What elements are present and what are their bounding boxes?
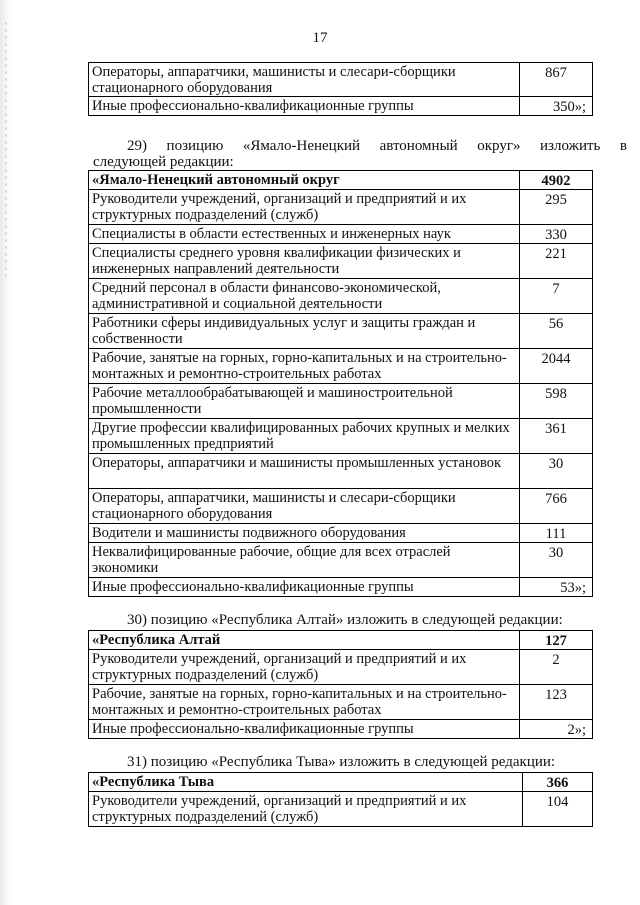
table-header-row xyxy=(89,171,593,190)
row-value: 7 xyxy=(520,279,593,314)
table-row xyxy=(89,97,593,116)
table-row xyxy=(89,489,593,524)
table-row xyxy=(89,349,593,384)
row-label: Работники сферы индивидуальных услуг и защиты граждан и собственности xyxy=(89,314,520,349)
table-row xyxy=(89,190,593,225)
row-value: 867 xyxy=(520,63,593,97)
row-label: Рабочие, занятые на горных, горно-капитальных и на строительно-монтажных и ремонтно-строительных работах xyxy=(89,349,520,384)
region-total: 4902 xyxy=(520,171,593,190)
table-row xyxy=(89,279,593,314)
row-value: 2 xyxy=(520,650,593,685)
region-title: «Ямало-Ненецкий автономный округ xyxy=(89,171,520,190)
table-row xyxy=(89,225,593,244)
region-title: «Республика Тыва xyxy=(89,773,523,792)
row-value: 104 xyxy=(523,792,593,827)
row-value: 2044 xyxy=(520,349,593,384)
row-value: 766 xyxy=(520,489,593,524)
region-title: «Республика Алтай xyxy=(89,631,520,650)
row-label: Операторы, аппаратчики, машинисты и слесари-сборщики стационарного оборудования xyxy=(89,63,520,97)
row-label: Операторы, аппаратчики и машинисты промышленных установок xyxy=(89,454,520,489)
table-row xyxy=(89,524,593,543)
row-value: 30 xyxy=(520,454,593,489)
section-29-instruction: 29) позицию «Ямало-Ненецкий автономный округ» изложить в xyxy=(127,138,627,154)
row-value: 330 xyxy=(520,225,593,244)
region-total: 127 xyxy=(520,631,593,650)
row-label: Руководители учреждений, организаций и предприятий и их структурных подразделений (служб) xyxy=(89,650,520,685)
row-label: Специалисты среднего уровня квалификации физических и инженерных направлений деятельности xyxy=(89,244,520,279)
table-section-31 xyxy=(88,772,593,827)
row-value: 361 xyxy=(520,419,593,454)
row-label: Водители и машинисты подвижного оборудования xyxy=(89,524,520,543)
table-row xyxy=(89,314,593,349)
row-label: Иные профессионально-квалификационные группы xyxy=(89,578,520,597)
table-row xyxy=(89,384,593,419)
table-section-29 xyxy=(88,170,593,597)
row-value: 295 xyxy=(520,190,593,225)
table-row xyxy=(89,650,593,685)
region-total: 366 xyxy=(523,773,593,792)
table-top-continuation xyxy=(88,62,593,116)
row-label: Иные профессионально-квалификационные группы xyxy=(89,97,520,116)
table-row xyxy=(89,244,593,279)
section-31-instruction: 31) позицию «Республика Тыва» изложить в следующей редакции: xyxy=(127,754,556,770)
row-value: 56 xyxy=(520,314,593,349)
table-row xyxy=(89,543,593,578)
row-value: 53»; xyxy=(520,578,593,597)
row-label: Неквалифицированные рабочие, общие для всех отраслей экономики xyxy=(89,543,520,578)
section-30-instruction: 30) позицию «Республика Алтай» изложить в следующей редакции: xyxy=(127,612,563,628)
table-row xyxy=(89,720,593,739)
row-label: Средний персонал в области финансово-экономической, административной и социальной деятельности xyxy=(89,279,520,314)
table-row xyxy=(89,454,593,489)
row-value: 2»; xyxy=(520,720,593,739)
row-value: 598 xyxy=(520,384,593,419)
row-label: Руководители учреждений, организаций и предприятий и их структурных подразделений (служб) xyxy=(89,190,520,225)
row-value: 111 xyxy=(520,524,593,543)
section-29-instruction-cont: следующей редакции: xyxy=(93,154,234,170)
table-row xyxy=(89,63,593,97)
table-row xyxy=(89,792,593,827)
scan-noise xyxy=(4,20,9,280)
row-label: Другие профессии квалифицированных рабочих крупных и мелких промышленных предприятий xyxy=(89,419,520,454)
page-number: 17 xyxy=(312,30,328,46)
table-section-30 xyxy=(88,630,593,739)
table-header-row xyxy=(89,773,593,792)
row-label: Операторы, аппаратчики, машинисты и слесари-сборщики стационарного оборудования xyxy=(89,489,520,524)
row-label: Иные профессионально-квалификационные группы xyxy=(89,720,520,739)
table-row xyxy=(89,419,593,454)
row-label: Рабочие металлообрабатывающей и машиностроительной промышленности xyxy=(89,384,520,419)
row-value: 30 xyxy=(520,543,593,578)
row-value: 123 xyxy=(520,685,593,720)
row-value: 221 xyxy=(520,244,593,279)
row-value: 350»; xyxy=(520,97,593,116)
row-label: Рабочие, занятые на горных, горно-капитальных и на строительно-монтажных и ремонтно-строительных работах xyxy=(89,685,520,720)
table-row xyxy=(89,685,593,720)
row-label: Руководители учреждений, организаций и предприятий и их структурных подразделений (служб) xyxy=(89,792,523,827)
table-row xyxy=(89,578,593,597)
table-header-row xyxy=(89,631,593,650)
row-label: Специалисты в области естественных и инженерных наук xyxy=(89,225,520,244)
